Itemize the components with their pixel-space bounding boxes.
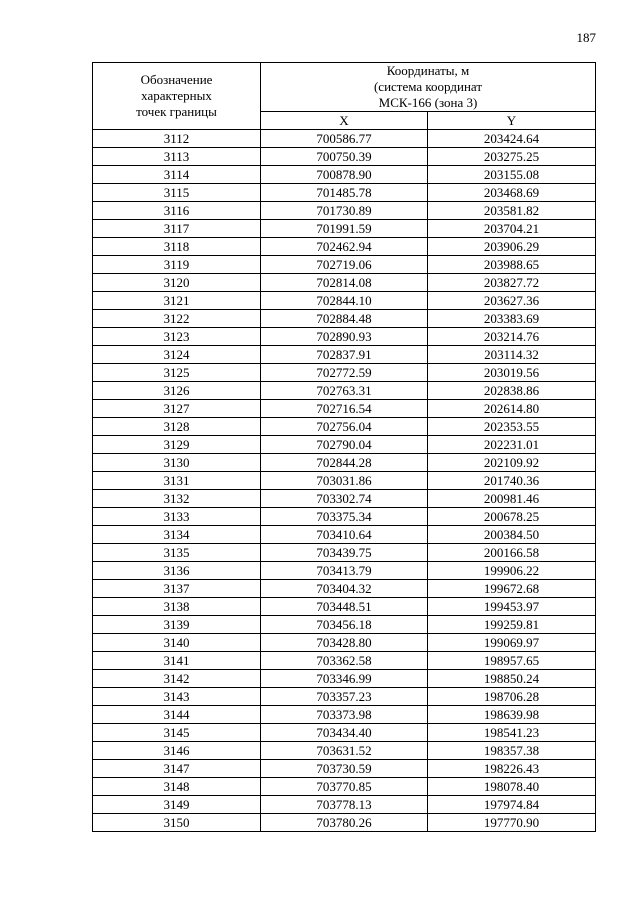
point-id-cell: 3137 [93, 580, 261, 598]
point-id-cell: 3127 [93, 400, 261, 418]
y-coordinate-cell: 203214.76 [428, 328, 596, 346]
point-header-line: характерных [141, 88, 212, 103]
table-row [93, 130, 596, 148]
table-row [93, 364, 596, 382]
x-coordinate-cell: 702772.59 [261, 364, 428, 382]
table-row [93, 220, 596, 238]
page-number: 187 [576, 30, 596, 45]
point-id-cell: 3125 [93, 364, 261, 382]
x-column-header: X [261, 112, 428, 130]
x-coordinate-cell: 702462.94 [261, 238, 428, 256]
point-id-cell: 3129 [93, 436, 261, 454]
point-id-cell: 3118 [93, 238, 261, 256]
table-row [93, 688, 596, 706]
y-coordinate-cell: 203275.25 [428, 148, 596, 166]
table-row [93, 796, 596, 814]
table-row [93, 670, 596, 688]
x-coordinate-cell: 703778.13 [261, 796, 428, 814]
coords-header-line: (система координат [373, 79, 483, 94]
y-coordinate-cell: 203627.36 [428, 292, 596, 310]
y-coordinate-cell: 202231.01 [428, 436, 596, 454]
point-id-cell: 3141 [93, 652, 261, 670]
coordinates-table [92, 62, 596, 832]
point-id-cell: 3124 [93, 346, 261, 364]
x-coordinate-cell: 702884.48 [261, 310, 428, 328]
y-coordinate-cell: 199672.68 [428, 580, 596, 598]
x-coordinate-cell: 703362.58 [261, 652, 428, 670]
point-header-line: точек границы [136, 104, 217, 119]
x-coordinate-cell: 703770.85 [261, 778, 428, 796]
table-row [93, 724, 596, 742]
point-id-cell: 3145 [93, 724, 261, 742]
point-designation-header [93, 63, 261, 130]
point-id-cell: 3144 [93, 706, 261, 724]
table-row [93, 742, 596, 760]
y-coordinate-cell: 198078.40 [428, 778, 596, 796]
y-coordinate-cell: 200166.58 [428, 544, 596, 562]
point-id-cell: 3140 [93, 634, 261, 652]
table-row [93, 202, 596, 220]
point-id-cell: 3139 [93, 616, 261, 634]
x-coordinate-cell: 702837.91 [261, 346, 428, 364]
y-coordinate-cell: 200384.50 [428, 526, 596, 544]
x-coordinate-cell: 702716.54 [261, 400, 428, 418]
x-coordinate-cell: 700878.90 [261, 166, 428, 184]
y-coordinate-cell: 202614.80 [428, 400, 596, 418]
x-coordinate-cell: 703373.98 [261, 706, 428, 724]
point-id-cell: 3130 [93, 454, 261, 472]
point-id-cell: 3122 [93, 310, 261, 328]
table-row [93, 616, 596, 634]
point-header-line: Обозначение [140, 72, 213, 87]
point-id-cell: 3132 [93, 490, 261, 508]
x-coordinate-cell: 703434.40 [261, 724, 428, 742]
table-row [93, 598, 596, 616]
point-id-cell: 3149 [93, 796, 261, 814]
coords-header-line: Координаты, м [386, 63, 470, 78]
point-id-cell: 3143 [93, 688, 261, 706]
point-id-cell: 3112 [93, 130, 261, 148]
y-coordinate-cell: 199259.81 [428, 616, 596, 634]
point-id-cell: 3116 [93, 202, 261, 220]
table-row [93, 814, 596, 832]
table-row [93, 580, 596, 598]
table-row [93, 778, 596, 796]
y-coordinate-cell: 199453.97 [428, 598, 596, 616]
y-coordinate-cell: 200981.46 [428, 490, 596, 508]
table-header [93, 63, 596, 130]
coords-header-line: МСК-166 (зона 3) [378, 95, 478, 110]
y-coordinate-cell: 201740.36 [428, 472, 596, 490]
table-row [93, 400, 596, 418]
x-coordinate-cell: 703439.75 [261, 544, 428, 562]
y-coordinate-cell: 203988.65 [428, 256, 596, 274]
point-id-cell: 3136 [93, 562, 261, 580]
table-row [93, 544, 596, 562]
y-coordinate-cell: 203581.82 [428, 202, 596, 220]
y-coordinate-cell: 203704.21 [428, 220, 596, 238]
table-row [93, 310, 596, 328]
y-coordinate-cell: 198226.43 [428, 760, 596, 778]
y-coordinate-cell: 202838.86 [428, 382, 596, 400]
y-coordinate-cell: 203019.56 [428, 364, 596, 382]
point-id-cell: 3135 [93, 544, 261, 562]
y-coordinate-cell: 198357.38 [428, 742, 596, 760]
y-coordinate-cell: 198639.98 [428, 706, 596, 724]
y-coordinate-cell: 203468.69 [428, 184, 596, 202]
y-coordinate-cell: 199069.97 [428, 634, 596, 652]
table-row [93, 418, 596, 436]
x-coordinate-cell: 703357.23 [261, 688, 428, 706]
point-id-cell: 3148 [93, 778, 261, 796]
table-row [93, 508, 596, 526]
point-id-cell: 3119 [93, 256, 261, 274]
x-coordinate-cell: 701730.89 [261, 202, 428, 220]
table-row [93, 454, 596, 472]
point-id-cell: 3131 [93, 472, 261, 490]
table-row [93, 346, 596, 364]
table-row [93, 292, 596, 310]
table-row [93, 238, 596, 256]
x-coordinate-cell: 703346.99 [261, 670, 428, 688]
table-row [93, 634, 596, 652]
table-row [93, 652, 596, 670]
table-row [93, 490, 596, 508]
point-id-cell: 3121 [93, 292, 261, 310]
x-coordinate-cell: 703410.64 [261, 526, 428, 544]
table-body [93, 130, 596, 832]
point-id-cell: 3126 [93, 382, 261, 400]
point-id-cell: 3138 [93, 598, 261, 616]
table-row [93, 526, 596, 544]
table-row [93, 760, 596, 778]
x-coordinate-cell: 702719.06 [261, 256, 428, 274]
y-coordinate-cell: 203424.64 [428, 130, 596, 148]
x-coordinate-cell: 702763.31 [261, 382, 428, 400]
y-coordinate-cell: 198541.23 [428, 724, 596, 742]
x-coordinate-cell: 702756.04 [261, 418, 428, 436]
x-coordinate-cell: 702844.28 [261, 454, 428, 472]
table-row [93, 274, 596, 292]
x-coordinate-cell: 703428.80 [261, 634, 428, 652]
x-coordinate-cell: 702814.08 [261, 274, 428, 292]
y-coordinate-cell: 203906.29 [428, 238, 596, 256]
table-row [93, 148, 596, 166]
x-coordinate-cell: 703730.59 [261, 760, 428, 778]
y-coordinate-cell: 198957.65 [428, 652, 596, 670]
point-id-cell: 3142 [93, 670, 261, 688]
x-coordinate-cell: 702790.04 [261, 436, 428, 454]
y-coordinate-cell: 197974.84 [428, 796, 596, 814]
y-coordinate-cell: 203155.08 [428, 166, 596, 184]
y-coordinate-cell: 197770.90 [428, 814, 596, 832]
x-coordinate-cell: 703780.26 [261, 814, 428, 832]
point-id-cell: 3123 [93, 328, 261, 346]
x-coordinate-cell: 702890.93 [261, 328, 428, 346]
y-column-header: Y [428, 112, 596, 130]
x-coordinate-cell: 701991.59 [261, 220, 428, 238]
y-coordinate-cell: 198706.28 [428, 688, 596, 706]
x-coordinate-cell: 700750.39 [261, 148, 428, 166]
y-coordinate-cell: 200678.25 [428, 508, 596, 526]
table-row [93, 562, 596, 580]
point-id-cell: 3115 [93, 184, 261, 202]
x-coordinate-cell: 703375.34 [261, 508, 428, 526]
point-id-cell: 3146 [93, 742, 261, 760]
table-row [93, 256, 596, 274]
x-coordinate-cell: 700586.77 [261, 130, 428, 148]
y-coordinate-cell: 199906.22 [428, 562, 596, 580]
point-id-cell: 3133 [93, 508, 261, 526]
point-id-cell: 3128 [93, 418, 261, 436]
x-coordinate-cell: 703302.74 [261, 490, 428, 508]
y-coordinate-cell: 198850.24 [428, 670, 596, 688]
x-coordinate-cell: 703404.32 [261, 580, 428, 598]
coordinates-header [261, 63, 596, 112]
point-id-cell: 3114 [93, 166, 261, 184]
y-coordinate-cell: 203114.32 [428, 346, 596, 364]
table-row [93, 436, 596, 454]
x-coordinate-cell: 703631.52 [261, 742, 428, 760]
x-coordinate-cell: 703448.51 [261, 598, 428, 616]
y-coordinate-cell: 203383.69 [428, 310, 596, 328]
point-id-cell: 3113 [93, 148, 261, 166]
y-coordinate-cell: 203827.72 [428, 274, 596, 292]
point-id-cell: 3117 [93, 220, 261, 238]
y-coordinate-cell: 202109.92 [428, 454, 596, 472]
x-coordinate-cell: 702844.10 [261, 292, 428, 310]
table-row [93, 184, 596, 202]
point-id-cell: 3120 [93, 274, 261, 292]
x-coordinate-cell: 703031.86 [261, 472, 428, 490]
table-row [93, 166, 596, 184]
x-coordinate-cell: 701485.78 [261, 184, 428, 202]
x-coordinate-cell: 703456.18 [261, 616, 428, 634]
point-id-cell: 3150 [93, 814, 261, 832]
table-row [93, 472, 596, 490]
point-id-cell: 3134 [93, 526, 261, 544]
table-row [93, 706, 596, 724]
table-row [93, 328, 596, 346]
y-coordinate-cell: 202353.55 [428, 418, 596, 436]
x-coordinate-cell: 703413.79 [261, 562, 428, 580]
point-id-cell: 3147 [93, 760, 261, 778]
table-row [93, 382, 596, 400]
